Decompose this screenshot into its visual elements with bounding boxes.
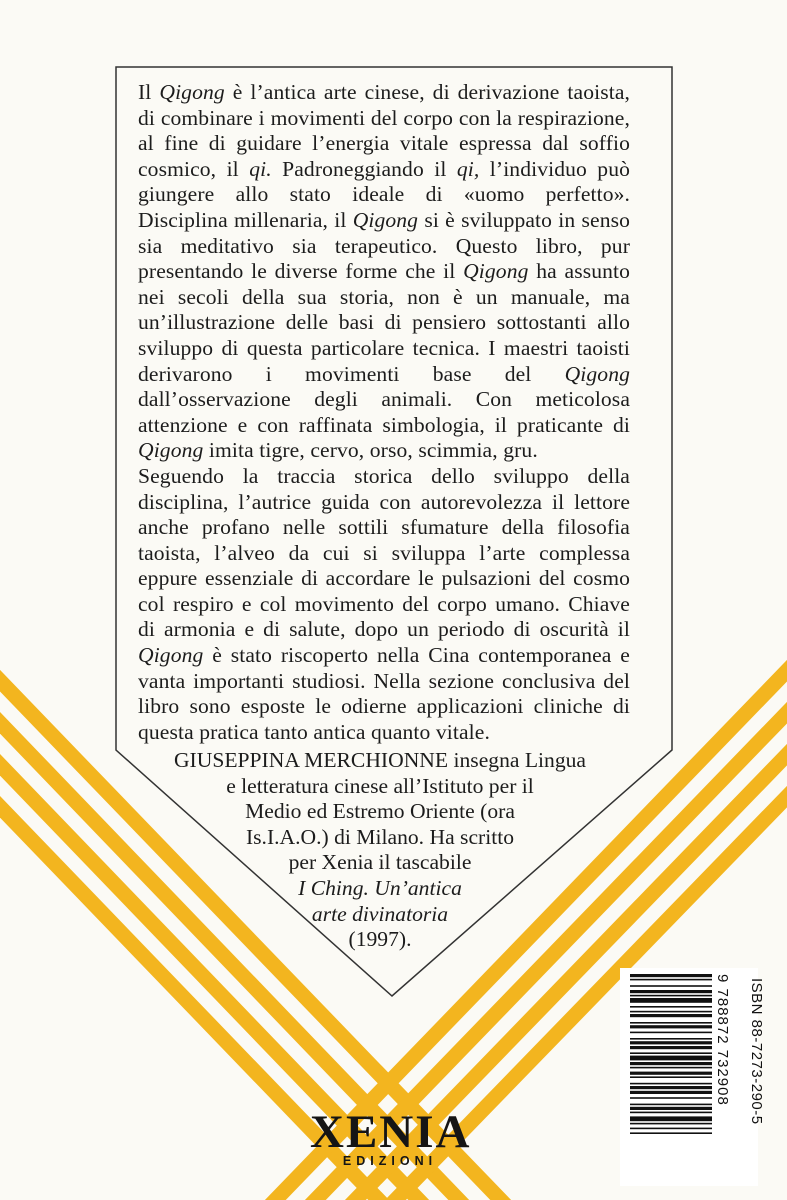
description-paragraph-1: Il Qigong è l’antica arte cinese, di derivazione taoista, di combinare i movimenti del corpo con la respirazione, al fine di guidare l’energia vitale espressa dal soffio cosmico, il qi. Padroneggiando il qi, l’individuo può giungere allo stato ideale di «uomo perfetto». Disciplina millenaria, il Qigong si è sviluppato in senso sia meditativo sia terapeutico. Questo libro, pur presentando le diverse forme che il Qigong ha assunto nei secoli della sua storia, non è un manuale, ma un’illustrazione delle basi di pensiero sottostanti allo sviluppo di questa particolare tecnica. I maestri taoisti derivarono i movimenti base del Qigong dall’osservazione degli animali. Con meticolosa attenzione e con raffinata simbologia, il praticante di Qigong imita tigre, cervo, orso, scimmia, gru. bbox=[138, 80, 631, 463]
italic-term: Qigong bbox=[352, 207, 419, 232]
author-bio-book-title: arte divinatoria bbox=[311, 901, 449, 926]
author-bio bbox=[160, 748, 600, 953]
italic-term: Qigong bbox=[564, 361, 630, 386]
italic-term: qi, bbox=[456, 156, 480, 181]
author-bio-line: GIUSEPPINA MERCHIONNE insegna Lingua bbox=[173, 748, 587, 772]
barcode-block bbox=[620, 968, 765, 1186]
description-paragraph-2: Seguendo la traccia storica dello sviluppo della disciplina, l’autrice guida con autorevolezza il lettore anche profano nelle sottili sfumature della filosofia taoista, l’alveo da cui si sviluppa l’arte complessa eppure essenziale di accordare le pulsazioni del cosmo col respiro e col movimento del corpo umano. Chiave di armonia e di salute, dopo un periodo di oscurità il Qigong è stato riscoperto nella Cina contemporanea e vanta importanti studiosi. Nella sezione conclusiva del libro sono esposte le odierne applicazioni cliniche di questa pratica tanto antica quanto vitale. bbox=[138, 463, 630, 744]
author-bio-line: Is.I.A.O.) di Milano. Ha scritto bbox=[245, 824, 515, 849]
author-bio-line: Medio ed Estremo Oriente (ora bbox=[245, 799, 515, 824]
book-description bbox=[138, 80, 630, 745]
publisher-logo bbox=[310, 1108, 470, 1168]
italic-term: Qigong bbox=[138, 438, 204, 463]
ean-number: 9 788872 732908 bbox=[714, 974, 731, 1106]
author-bio-line: e letteratura cinese all’Istituto per il bbox=[226, 773, 534, 798]
isbn-number: ISBN 88-7273-290-5 bbox=[748, 978, 765, 1125]
italic-term: Qigong bbox=[159, 80, 225, 104]
author-bio-year: (1997). bbox=[348, 927, 412, 952]
italic-term: qi. bbox=[249, 156, 272, 181]
author-bio-book-title: I Ching. Un’antica bbox=[298, 875, 462, 900]
publisher-subtitle: EDIZIONI bbox=[342, 1154, 438, 1168]
italic-term: Qigong bbox=[138, 643, 204, 668]
italic-term: Qigong bbox=[463, 259, 529, 284]
barcode-icon bbox=[630, 974, 712, 1180]
author-bio-line: per Xenia il tascabile bbox=[288, 850, 472, 875]
publisher-name: XENIA bbox=[310, 1106, 472, 1158]
